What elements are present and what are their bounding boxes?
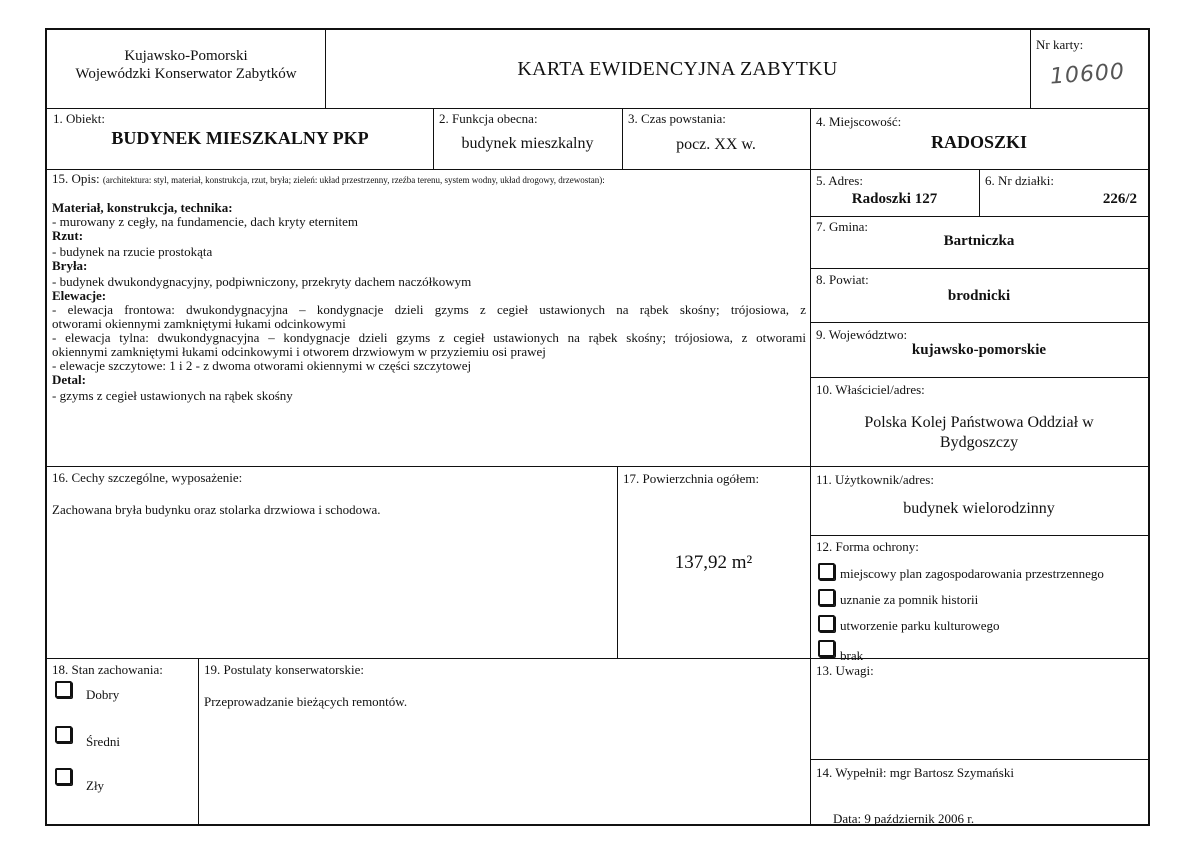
protection-option-4[interactable] <box>818 640 864 663</box>
conservation-postulates-value: Przeprowadzanie bieżących remontów. <box>204 694 408 709</box>
locality-value: RADOSZKI <box>930 132 1028 152</box>
remarks-label: 13. Uwagi: <box>816 663 874 678</box>
area-value: 137,92 m² <box>674 552 753 573</box>
protection-option-2[interactable] <box>818 589 978 608</box>
user-label: 11. Użytkownik/adres: <box>816 472 934 487</box>
date-built-label: 3. Czas powstania: <box>628 111 726 126</box>
locality-label: 4. Miejscowość: <box>816 114 902 129</box>
material-text: - murowany z cegły, na fundamencie, dach kryty eternitem <box>52 214 358 229</box>
plot-number-label: 6. Nr działki: <box>985 173 1054 188</box>
plot-number-value: 226/2 <box>1102 191 1137 207</box>
description-label: 15. Opis: <box>52 171 100 186</box>
description-header <box>52 172 806 187</box>
plan-text: - budynek na rzucie prostokąta <box>52 244 213 259</box>
protection-form-label: 12. Forma ochrony: <box>816 539 919 554</box>
function-value: budynek mieszkalny <box>461 135 594 152</box>
checkbox-icon[interactable] <box>55 681 72 698</box>
page-title: KARTA EWIDENCYJNA ZABYTKU <box>517 58 838 80</box>
protection-option-label: utworzenie parku kulturowego <box>840 618 1000 633</box>
owner-label: 10. Właściciel/adres: <box>816 382 925 397</box>
area-label: 17. Powierzchnia ogółem: <box>623 471 760 486</box>
institution-line-2: Wojewódzki Konserwator Zabytków <box>75 66 297 82</box>
plan-heading: Rzut: <box>52 228 84 243</box>
condition-label: 18. Stan zachowania: <box>52 662 163 677</box>
card-number-label: Nr karty: <box>1036 37 1084 52</box>
fill-date: Data: 9 październik 2006 r. <box>833 811 975 826</box>
detail-text: - gzyms z cegieł ustawionych na rąbek skośny <box>52 388 293 403</box>
protection-option-label: uznanie za pomnik historii <box>840 592 979 607</box>
description-hint: (architektura: styl, materiał, konstrukcja, rzut, bryła; zieleń: układ przestrzenny, rzeźba terenu, system wodny, układ drogowy, drzewostan): <box>102 175 605 185</box>
county-label: 8. Powiat: <box>816 272 869 287</box>
mass-text: - budynek dwukondygnacyjny, podpiwniczony, przekryty dachem naczółkowym <box>52 274 472 289</box>
checkbox-icon[interactable] <box>818 640 835 657</box>
owner-value-line-2: Bydgoszczy <box>939 434 1019 451</box>
protection-option-1[interactable] <box>818 563 1104 582</box>
owner-value <box>810 413 1148 453</box>
conservation-postulates-label: 19. Postulaty konserwatorskie: <box>204 662 364 677</box>
facade-front-line-2: otworami okiennymi zamkniętymi łukami odcinkowymi <box>52 316 346 331</box>
date-built-value: pocz. XX w. <box>676 136 756 153</box>
institution-name <box>47 47 325 83</box>
condition-option-poor[interactable] <box>55 768 105 793</box>
description-section <box>52 172 806 403</box>
voivodeship-value: kujawsko-pomorskie <box>911 342 1047 358</box>
material-heading: Materiał, konstrukcja, technika: <box>52 200 233 215</box>
detail-heading: Detal: <box>52 372 86 387</box>
checkbox-icon[interactable] <box>55 768 72 785</box>
voivodeship-label: 9. Województwo: <box>816 327 908 342</box>
card-number-handwritten: 10600 <box>1049 59 1126 90</box>
function-label: 2. Funkcja obecna: <box>439 111 538 126</box>
commune-label: 7. Gmina: <box>816 219 868 234</box>
facades-heading: Elewacje: <box>52 288 107 303</box>
checkbox-icon[interactable] <box>818 563 835 580</box>
object-value: BUDYNEK MIESZKALNY PKP <box>111 128 369 148</box>
address-label: 5. Adres: <box>816 173 863 188</box>
condition-option-label: Dobry <box>86 687 120 702</box>
commune-value: Bartniczka <box>943 233 1015 249</box>
object-label: 1. Obiekt: <box>53 111 105 126</box>
county-value: brodnicki <box>947 288 1011 304</box>
facade-rear-line-2: okiennymi zamkniętymi łukami odcinkowymi i otworem drzwiowym w przyziemiu osi prawej <box>52 344 546 359</box>
features-value: Zachowana bryła budynku oraz stolarka drzwiowa i schodowa. <box>52 502 381 517</box>
filled-by: 14. Wypełnił: mgr Bartosz Szymański <box>816 765 1014 780</box>
record-card-form <box>45 28 1150 826</box>
address-value: Radoszki 127 <box>851 191 938 207</box>
mass-heading: Bryła: <box>52 258 88 273</box>
owner-value-line-1: Polska Kolej Państwowa Oddział w <box>864 414 1094 431</box>
condition-option-good[interactable] <box>55 681 119 700</box>
condition-option-label: Zły <box>86 778 105 793</box>
protection-option-label: brak <box>840 648 864 663</box>
checkbox-icon[interactable] <box>55 726 72 743</box>
protection-option-label: miejscowy plan zagospodarowania przestrzennego <box>840 566 1104 581</box>
facade-front-line-1: - elewacja frontowa: dwukondygnacyjna – kondygnacje dzieli gzyms z cegieł ustawionych na rąbek skośny; trójosiowa, z <box>52 302 806 317</box>
user-value: budynek wielorodzinny <box>903 500 1055 517</box>
condition-option-average[interactable] <box>55 726 120 749</box>
facade-rear-line-1: - elewacja tylna: dwukondygnacyjna – kondygnacje dzieli gzyms z cegieł ustawionych na rąbek skośny; trójosiowa, z otworami <box>52 330 806 345</box>
checkbox-icon[interactable] <box>818 615 835 632</box>
institution-line-1: Kujawsko-Pomorski <box>124 48 248 64</box>
facade-gable-text: - elewacje szczytowe: 1 i 2 - z dwoma otworami okiennymi w części szczytowej <box>52 358 472 373</box>
condition-option-label: Średni <box>86 734 120 749</box>
features-label: 16. Cechy szczególne, wyposażenie: <box>52 470 243 485</box>
checkbox-icon[interactable] <box>818 589 835 606</box>
protection-option-3[interactable] <box>818 615 1000 634</box>
